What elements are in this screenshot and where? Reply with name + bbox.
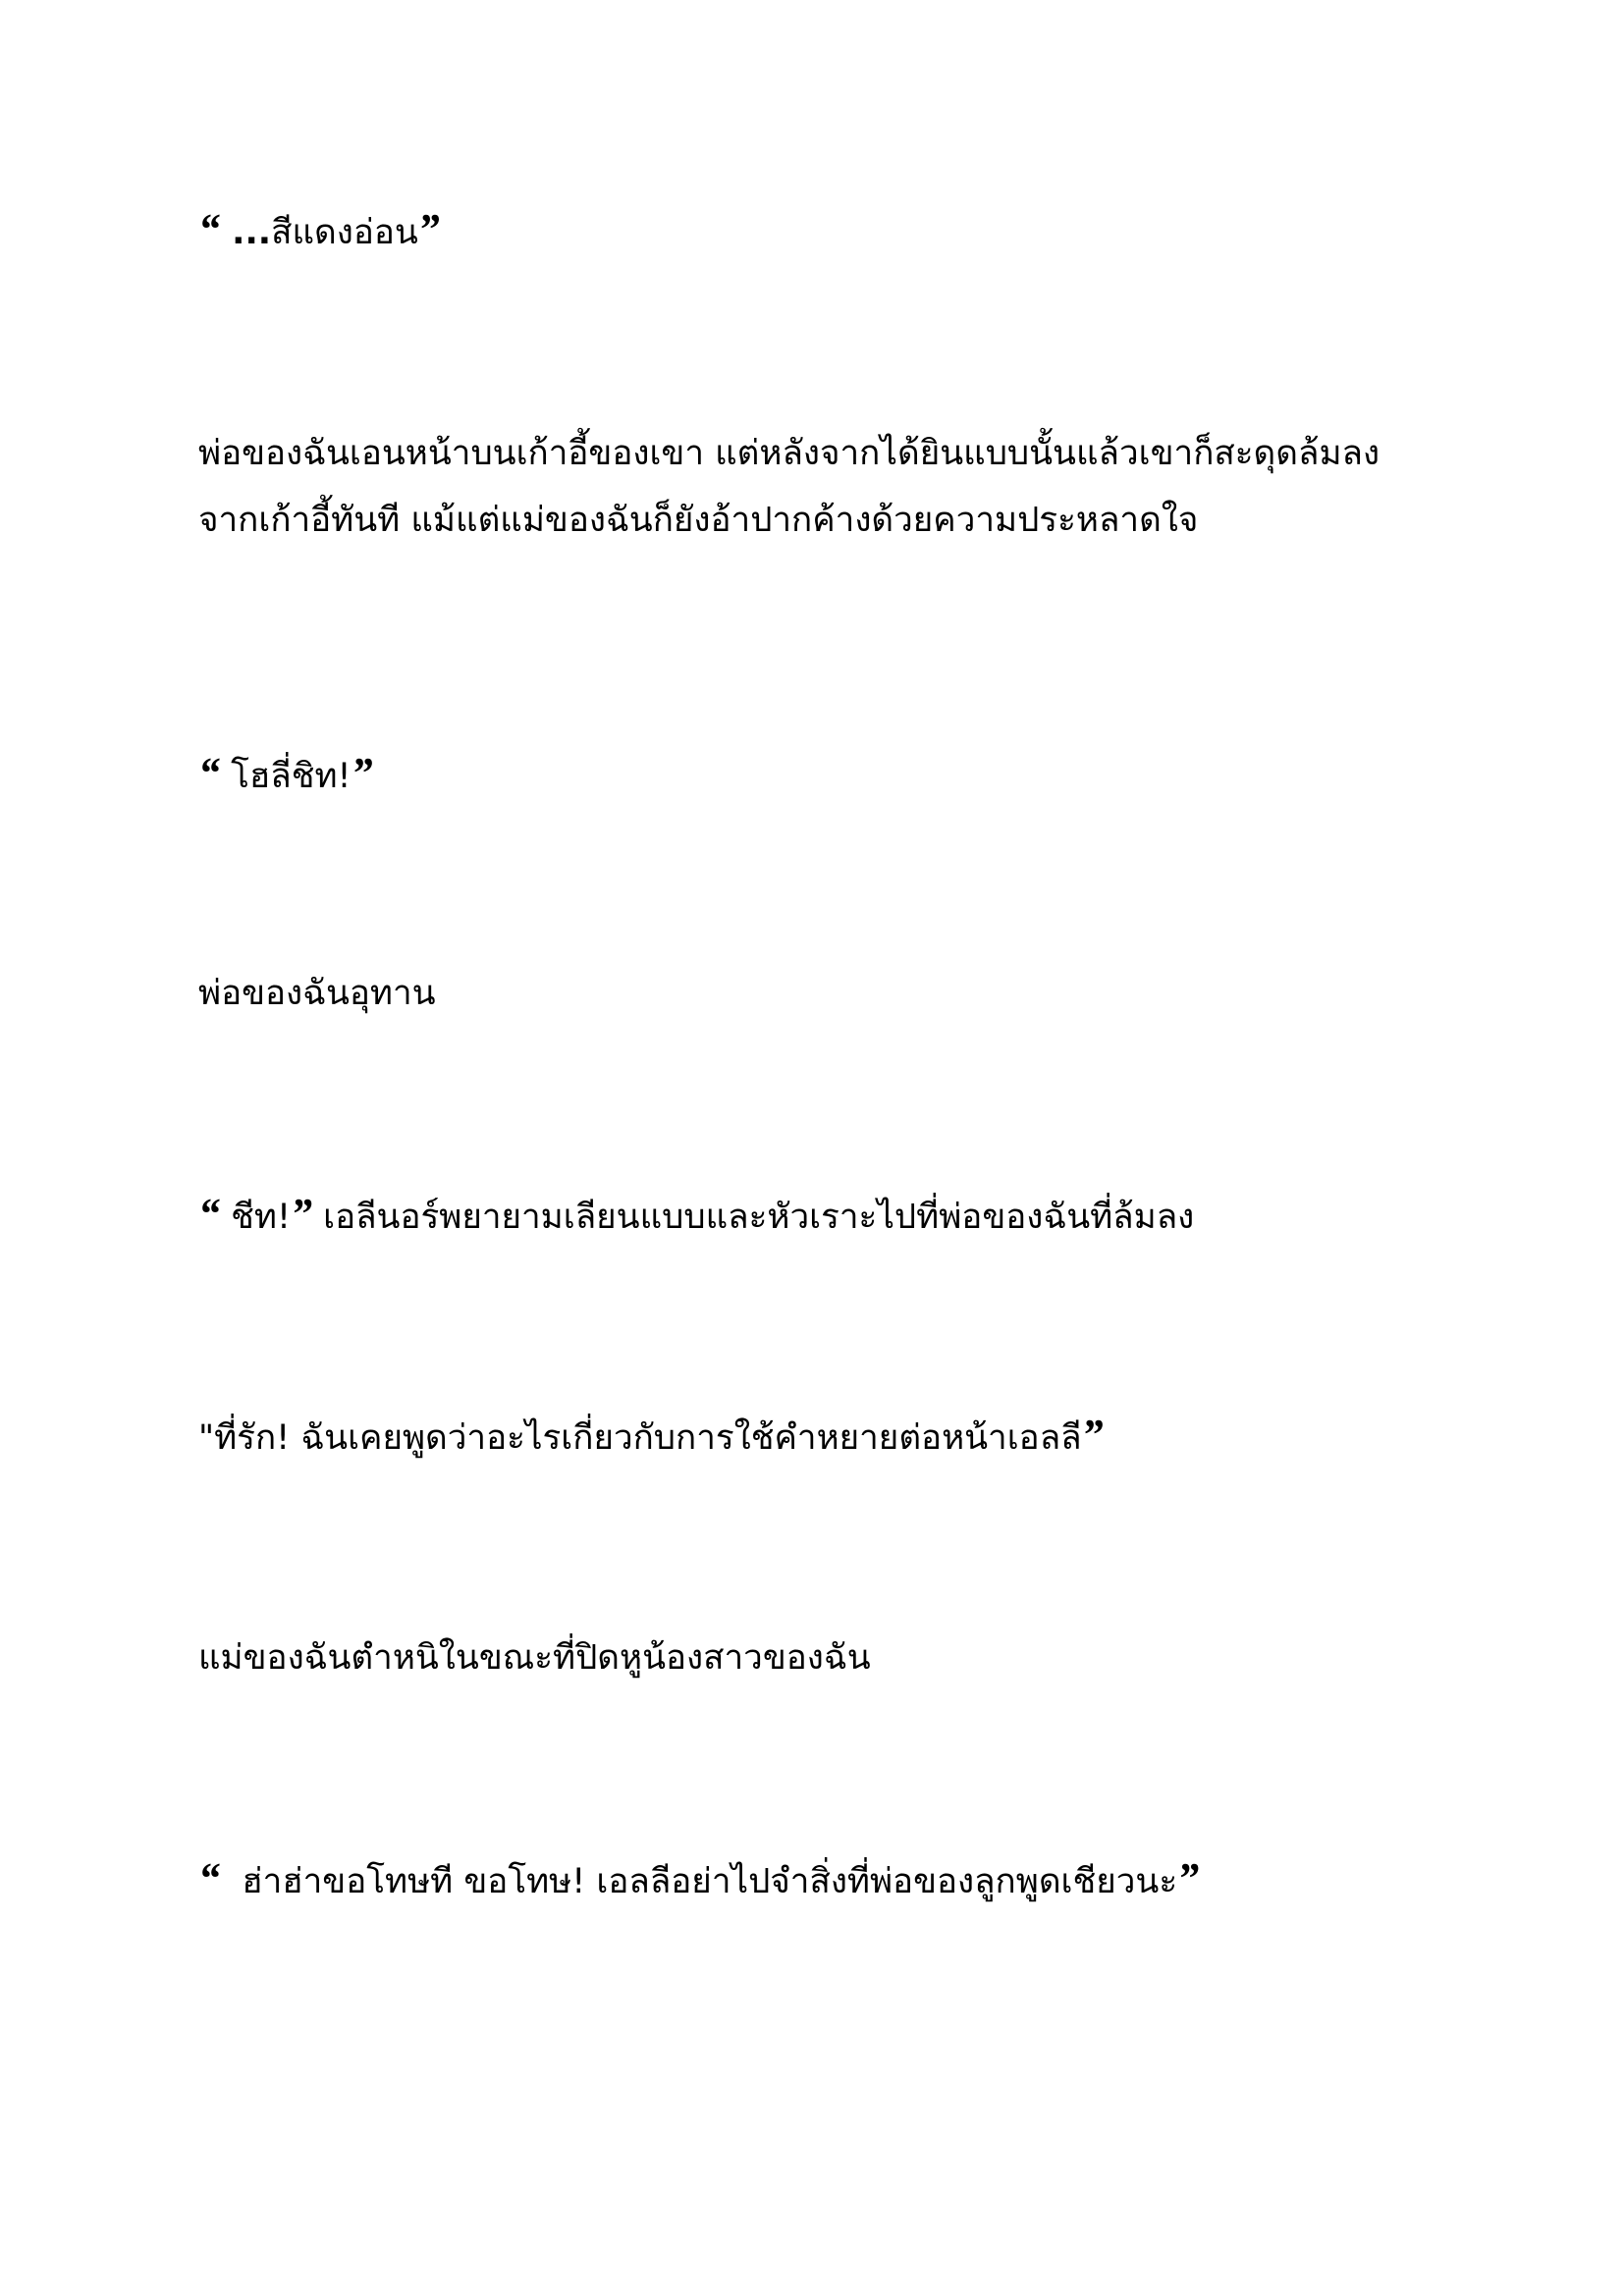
dialogue-line: [198, 1181, 1475, 1251]
narration-paragraph-1: [198, 420, 1475, 554]
close-quote: ”: [1081, 1411, 1104, 1459]
dialogue-paragraph-3: [198, 1181, 1475, 1251]
dialogue-line: [198, 1402, 1475, 1471]
dialogue-paragraph-1: [198, 196, 1475, 266]
narration-text: เอลีนอร์พยายามเลียนแบบและหัวเราะไปที่พ่อของฉันที่ล้มลง: [311, 1198, 1195, 1237]
open-quote: “: [198, 1190, 220, 1238]
dialogue-text: ฮ่าฮ่าขอโทษที ขอโทษ! เอลลีอย่าไปจำสิ่งที่พ่อของลูกพูดเชียวนะ: [220, 1862, 1178, 1901]
narration-line-2: จากเก้าอี้ทันที แม้แต่แม่ของฉันก็ยังอ้าปากค้างด้วยความประหลาดใจ: [198, 501, 1199, 540]
narration-line-1: พ่อของฉันเอนหน้าบนเก้าอี้ของเขา แต่หลังจากได้ยินแบบนั้นแล้วเขาก็สะดุดล้มลง: [198, 434, 1380, 473]
dialogue-line: [198, 196, 1475, 266]
open-quote: “: [198, 205, 220, 253]
dialogue-text: ชีท!: [220, 1198, 291, 1237]
dialogue-text: สีแดงอ่อน: [271, 213, 418, 252]
open-quote: “: [198, 1854, 220, 1902]
dialogue-paragraph-4: [198, 1402, 1475, 1471]
dialogue-paragraph-2: [198, 740, 1475, 810]
narration-paragraph-3: [198, 1625, 1475, 1691]
dialogue-text: โฮลี่ชิท!: [220, 757, 352, 796]
close-quote: ”: [417, 205, 440, 253]
ellipsis: ...: [220, 213, 272, 252]
close-quote: ”: [1177, 1854, 1200, 1902]
close-quote: ”: [351, 749, 373, 797]
narration-line: แม่ของฉันตำหนิในขณะที่ปิดหูน้องสาวของฉัน: [198, 1638, 871, 1678]
open-quote: “: [198, 749, 220, 797]
narration-paragraph-2: [198, 960, 1475, 1027]
narration-line: พ่อของฉันอุทาน: [198, 974, 436, 1013]
dialogue-paragraph-5: [198, 1845, 1475, 1915]
close-quote: ”: [290, 1190, 312, 1238]
dialogue-line: [198, 1845, 1475, 1915]
dialogue-text: "ที่รัก! ฉันเคยพูดว่าอะไรเกี่ยวกับการใช้คำหยายต่อหน้าเอลลี: [198, 1418, 1082, 1458]
dialogue-line: [198, 740, 1475, 810]
